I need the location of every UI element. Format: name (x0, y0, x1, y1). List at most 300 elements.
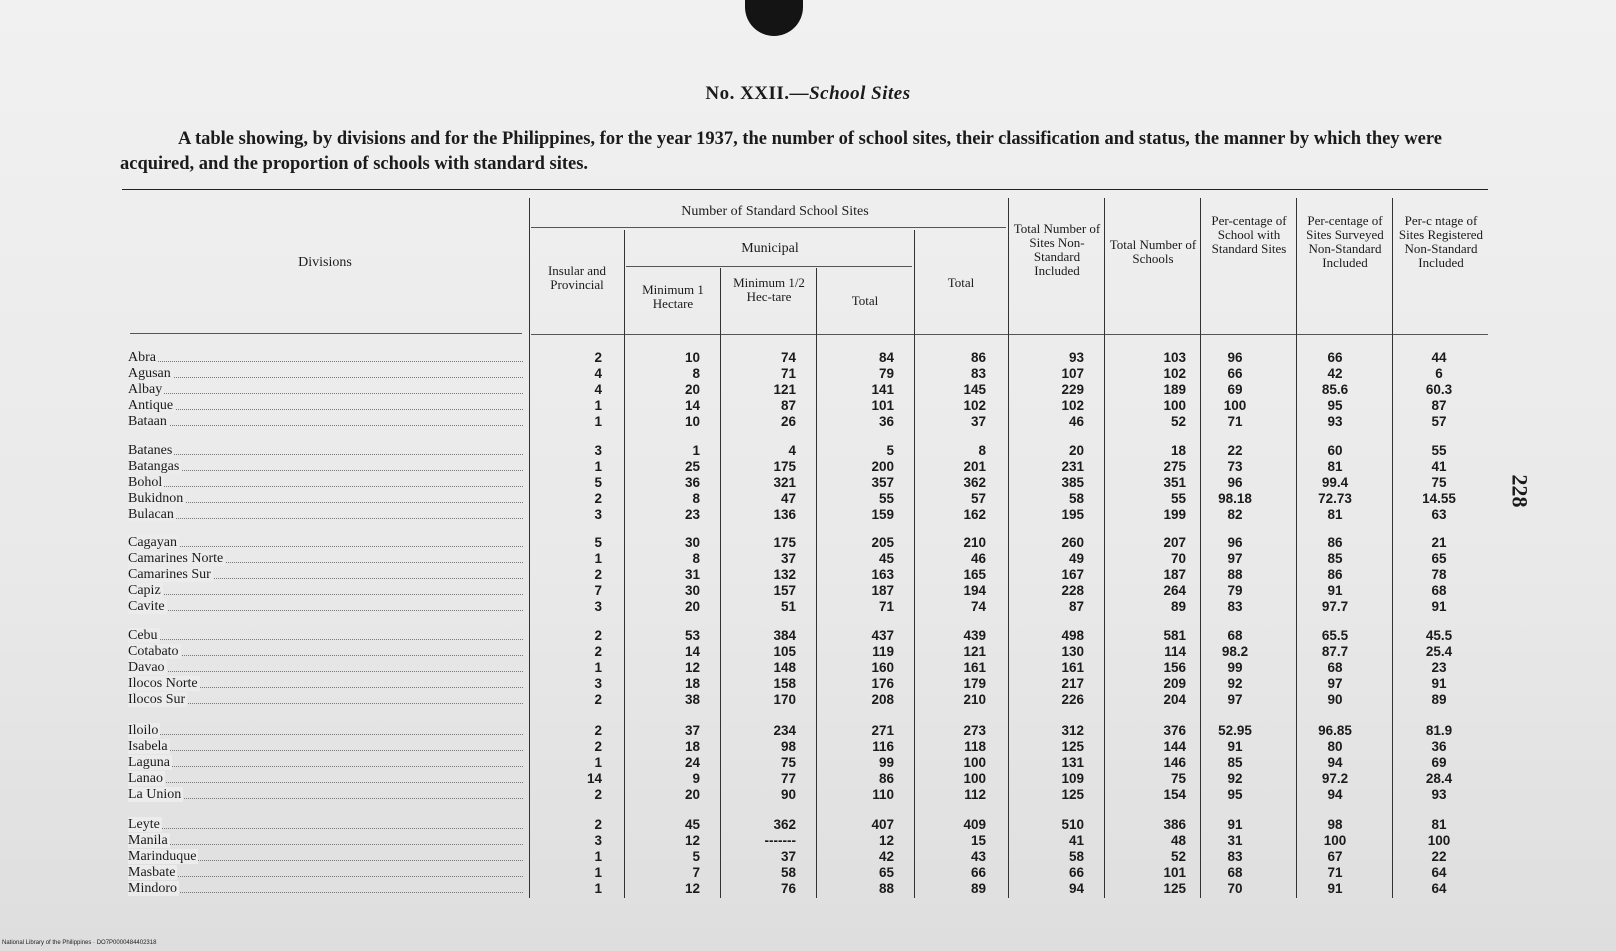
column-pct-standard (1204, 443, 1266, 523)
table-cell: 91 (1327, 583, 1343, 598)
table-cell: 154 (1163, 787, 1186, 802)
table-cell: 42 (1327, 366, 1343, 381)
table-cell: 114 (1164, 644, 1186, 659)
title-prefix: No. XXII.— (705, 83, 810, 104)
table-cell: 72.73 (1318, 491, 1352, 506)
table-row-label (128, 535, 523, 551)
header-standard-group: Number of Standard School Sites (681, 204, 869, 219)
table-cell: 131 (1061, 755, 1084, 770)
table-cell: 48 (1170, 833, 1186, 848)
table-cell: 23 (1431, 660, 1447, 675)
column-min-half (724, 535, 796, 615)
leader-dots (128, 470, 523, 471)
leader-dots (128, 518, 523, 519)
table-cell: 37 (684, 723, 700, 738)
column-pct-standard (1204, 535, 1266, 615)
table-cell: 77 (780, 771, 796, 786)
table-cell: 70 (1227, 881, 1243, 896)
table-cell: 64 (1431, 881, 1447, 896)
table-row-label (128, 739, 523, 755)
leader-dots (128, 750, 523, 751)
table-cell: 5 (594, 535, 602, 550)
leader-dots (128, 876, 523, 877)
table-row-label (128, 583, 523, 599)
table-cell: 141 (871, 382, 894, 397)
table-cell: 207 (1163, 535, 1186, 550)
table-cell: 64 (1431, 865, 1447, 880)
table-cell: 5 (886, 443, 894, 458)
column-schools (1108, 350, 1186, 430)
table-cell: 1 (594, 865, 602, 880)
division-name: Batanes (128, 443, 173, 458)
table-row-label (128, 644, 523, 660)
table-cell: 88 (1227, 567, 1243, 582)
table-cell: 234 (773, 723, 796, 738)
table-cell: 55 (1431, 443, 1447, 458)
table-cell: 1 (594, 660, 602, 675)
table-cell: 199 (1163, 507, 1186, 522)
table-row-label (128, 723, 523, 739)
leader-dots (128, 361, 523, 362)
table-cell: 5 (594, 475, 602, 490)
leader-dots (128, 486, 523, 487)
table-cell: 100 (1163, 398, 1186, 413)
table-cell: 217 (1061, 676, 1084, 691)
column-min1 (628, 723, 700, 803)
municipal-rule (626, 266, 912, 267)
table-cell: 96 (1227, 475, 1243, 490)
column-mun-total (820, 817, 894, 897)
table-top-rule (122, 189, 1488, 190)
table-cell: 14.55 (1422, 491, 1456, 506)
division-name: Cotabato (128, 644, 179, 659)
table-cell: 41 (1068, 833, 1084, 848)
table-cell: 409 (963, 817, 986, 832)
table-cell: 86 (1327, 535, 1343, 550)
table-cell: 98.18 (1218, 491, 1252, 506)
table-cell: 38 (684, 692, 700, 707)
table-cell: 200 (871, 459, 894, 474)
table-cell: 60.3 (1425, 382, 1453, 397)
table-cell: 3 (594, 833, 602, 848)
table-cell: 158 (773, 676, 796, 691)
table-cell: 231 (1061, 459, 1084, 474)
table-row-label (128, 382, 523, 398)
table-cell: 10 (684, 350, 700, 365)
table-cell: 68 (1431, 583, 1447, 598)
table-row-label (128, 771, 523, 787)
division-name: Batangas (128, 459, 180, 474)
column-pct-registered (1396, 535, 1482, 615)
table-cell: 210 (963, 535, 986, 550)
division-name: Bulacan (128, 507, 174, 522)
division-name: Leyte (128, 817, 160, 832)
header-min1: Minimum 1 Hectare (642, 282, 704, 311)
column-total (916, 628, 986, 708)
table-cell: 68 (1227, 628, 1243, 643)
table-cell: 2 (594, 692, 602, 707)
table-cell: 7 (692, 865, 700, 880)
column-pct-surveyed (1300, 443, 1370, 523)
table-cell: 89 (1431, 692, 1447, 707)
table-row-label (128, 398, 523, 414)
table-cell: 70 (1170, 551, 1186, 566)
table-row-label (128, 459, 523, 475)
page-title (0, 83, 1616, 105)
leader-dots (128, 892, 523, 893)
col-divider (1296, 198, 1297, 898)
table-cell: 87 (1068, 599, 1084, 614)
table-cell: 1 (594, 414, 602, 429)
column-min1 (628, 535, 700, 615)
table-cell: 82 (1227, 507, 1243, 522)
table-row-label (128, 491, 523, 507)
table-cell: 162 (963, 507, 986, 522)
table-cell: 376 (1163, 723, 1186, 738)
table-cell: 88 (878, 881, 894, 896)
table-cell: 14 (586, 771, 602, 786)
table-cell: 90 (780, 787, 796, 802)
table-cell: 96.85 (1318, 723, 1352, 738)
table-cell: 45 (878, 551, 894, 566)
division-name: La Union (128, 787, 182, 802)
column-pct-surveyed (1300, 628, 1370, 708)
table-cell: 14 (684, 398, 700, 413)
table-cell: 312 (1061, 723, 1084, 738)
col-divider (816, 268, 817, 898)
table-cell: 30 (684, 535, 700, 550)
leader-dots (128, 502, 523, 503)
table-cell: 52 (1170, 849, 1186, 864)
table-cell: 81 (1327, 459, 1343, 474)
column-min-half (724, 443, 796, 523)
column-mun-total (820, 535, 894, 615)
table-cell: 46 (1068, 414, 1084, 429)
column-min-half (724, 350, 796, 430)
table-cell: 92 (1227, 771, 1243, 786)
column-pct-registered (1396, 723, 1482, 803)
header-schools: Total Number of Schools (1109, 237, 1197, 266)
table-cell: 4 (594, 366, 602, 381)
table-cell: 136 (773, 507, 796, 522)
division-name: Antique (128, 398, 174, 413)
table-cell: 101 (1163, 865, 1186, 880)
header-insular: Insular and Provincial (547, 263, 607, 292)
table-row-label (128, 551, 523, 567)
header-divisions: Divisions (298, 255, 352, 270)
division-name: Lanao (128, 771, 163, 786)
table-cell: 14 (684, 644, 700, 659)
table-cell: 20 (684, 787, 700, 802)
leader-dots (128, 734, 523, 735)
header-nonstandard: Total Number of Sites Non-Standard Included (1013, 221, 1101, 278)
table-row-label (128, 599, 523, 615)
table-cell: 187 (1163, 567, 1186, 582)
table-row-label (128, 692, 523, 708)
table-cell: 116 (872, 739, 894, 754)
division-name: Cavite (128, 599, 165, 614)
table-cell: 31 (684, 567, 700, 582)
table-cell: 8 (692, 491, 700, 506)
column-mun-total (820, 350, 894, 430)
table-cell: 98 (780, 739, 796, 754)
table-cell: 100 (1223, 398, 1247, 413)
table-cell: 86 (1327, 567, 1343, 582)
table-row-label (128, 414, 523, 430)
table-cell: 47 (780, 491, 796, 506)
col-divider (529, 198, 530, 898)
table-cell: 66 (1068, 865, 1084, 880)
table-cell: 175 (773, 535, 796, 550)
table-cell: 25 (684, 459, 700, 474)
table-cell: 46 (970, 551, 986, 566)
table-cell: 18 (684, 739, 700, 754)
table-cell: 109 (1061, 771, 1084, 786)
table-cell: 79 (878, 366, 894, 381)
leader-dots (128, 377, 523, 378)
table-cell: 96 (1227, 535, 1243, 550)
table-cell: 2 (594, 350, 602, 365)
division-name: Isabela (128, 739, 168, 754)
leader-dots (128, 639, 523, 640)
table-cell: 510 (1061, 817, 1084, 832)
header-pct-registered: Per-c ntage of Sites Registered Non-Standard Included (1398, 213, 1484, 270)
table-cell: 24 (684, 755, 700, 770)
table-cell: 91 (1431, 676, 1447, 691)
table-cell: 55 (1170, 491, 1186, 506)
table-cell: 101 (871, 398, 894, 413)
column-insular (532, 350, 602, 430)
table-cell: 18 (684, 676, 700, 691)
table-cell: 80 (1327, 739, 1343, 754)
column-pct-standard (1204, 628, 1266, 708)
table-cell: 100 (963, 755, 986, 770)
table-row-label (128, 660, 523, 676)
table-cell: 12 (684, 660, 700, 675)
table-cell: 3 (594, 599, 602, 614)
table-cell: 89 (1170, 599, 1186, 614)
division-name: Masbate (128, 865, 176, 880)
table-cell: 66 (1227, 366, 1243, 381)
table-cell: 2 (594, 817, 602, 832)
table-cell: 63 (1431, 507, 1447, 522)
column-min-half (724, 817, 796, 897)
table-cell: 71 (1327, 865, 1343, 880)
leader-dots (128, 425, 523, 426)
table-cell: 65 (878, 865, 894, 880)
table-cell: 100 (1323, 833, 1347, 848)
table-cell: 60 (1327, 443, 1343, 458)
column-pct-standard (1204, 817, 1266, 897)
table-cell: 23 (684, 507, 700, 522)
column-insular (532, 817, 602, 897)
divisions-header-rule (130, 333, 522, 334)
table-cell: 148 (773, 660, 796, 675)
table-cell: 210 (963, 692, 986, 707)
table-cell: 2 (594, 628, 602, 643)
leader-dots (128, 766, 523, 767)
leader-dots (128, 393, 523, 394)
table-cell: 498 (1061, 628, 1084, 643)
table-cell: 87 (780, 398, 796, 413)
col-divider (624, 230, 625, 898)
table-cell: 69 (1431, 755, 1447, 770)
table-cell: 5 (692, 849, 700, 864)
table-cell: 66 (1327, 350, 1343, 365)
col-divider (1008, 198, 1009, 898)
table-cell: 189 (1163, 382, 1186, 397)
table-cell: 2 (594, 723, 602, 738)
table-cell: ------- (764, 833, 796, 848)
table-cell: 97 (1227, 551, 1243, 566)
table-cell: 20 (1068, 443, 1084, 458)
column-schools (1108, 628, 1186, 708)
col-divider (1200, 198, 1201, 898)
division-name: Capiz (128, 583, 161, 598)
division-names (128, 723, 523, 803)
table-cell: 67 (1327, 849, 1343, 864)
column-total (916, 817, 986, 897)
table-cell: 98.2 (1221, 644, 1249, 659)
division-names (128, 628, 523, 708)
column-mun-total (820, 628, 894, 708)
table-cell: 22 (1227, 443, 1243, 458)
table-cell: 165 (963, 567, 986, 582)
col-divider (1104, 198, 1105, 898)
division-name: Abra (128, 350, 156, 365)
table-cell: 66 (970, 865, 986, 880)
header-mun-total: Total (851, 293, 879, 308)
table-cell: 163 (871, 567, 894, 582)
table-row-label (128, 366, 523, 382)
table-cell: 58 (1068, 849, 1084, 864)
table-row-label (128, 628, 523, 644)
table-cell: 20 (684, 382, 700, 397)
table-cell: 132 (773, 567, 796, 582)
table-cell: 22 (1431, 849, 1447, 864)
table-cell: 37 (970, 414, 986, 429)
table-cell: 107 (1061, 366, 1084, 381)
table-cell: 36 (684, 475, 700, 490)
column-nonstandard (1012, 535, 1084, 615)
table-cell: 45.5 (1425, 628, 1453, 643)
leader-dots (128, 671, 523, 672)
table-cell: 195 (1061, 507, 1084, 522)
table-cell: 97.2 (1321, 771, 1349, 786)
column-schools (1108, 443, 1186, 523)
table-cell: 78 (1431, 567, 1447, 582)
table-cell: 25.4 (1425, 644, 1453, 659)
table-cell: 121 (773, 382, 796, 397)
table-cell: 85 (1227, 755, 1243, 770)
table-cell: 125 (1061, 787, 1084, 802)
table-cell: 86 (970, 350, 986, 365)
table-cell: 1 (692, 443, 700, 458)
column-mun-total (820, 723, 894, 803)
division-name: Ilocos Sur (128, 692, 186, 707)
table-cell: 42 (878, 849, 894, 864)
column-schools (1108, 535, 1186, 615)
table-row-label (128, 833, 523, 849)
table-cell: 76 (780, 881, 796, 896)
table-cell: 57 (1431, 414, 1447, 429)
table-cell: 45 (684, 817, 700, 832)
column-pct-surveyed (1300, 723, 1370, 803)
table-cell: 1 (594, 551, 602, 566)
table-cell: 159 (871, 507, 894, 522)
table-cell: 65 (1431, 551, 1447, 566)
table-cell: 1 (594, 459, 602, 474)
table-cell: 85 (1327, 551, 1343, 566)
table-cell: 12 (684, 881, 700, 896)
table-cell: 81.9 (1425, 723, 1453, 738)
table-cell: 44 (1431, 350, 1447, 365)
table-cell: 102 (1061, 398, 1084, 413)
column-total (916, 350, 986, 430)
table-cell: 91 (1327, 881, 1343, 896)
column-total (916, 443, 986, 523)
table-cell: 175 (773, 459, 796, 474)
table-row-label (128, 676, 523, 692)
table-cell: 68 (1327, 660, 1343, 675)
column-nonstandard (1012, 723, 1084, 803)
column-total (916, 723, 986, 803)
column-total (916, 535, 986, 615)
table-cell: 161 (963, 660, 986, 675)
table-cell: 84 (878, 350, 894, 365)
table-cell: 112 (964, 787, 986, 802)
table-cell: 119 (872, 644, 894, 659)
division-names (128, 350, 523, 430)
table-cell: 10 (684, 414, 700, 429)
table-cell: 51 (780, 599, 796, 614)
table-cell: 273 (963, 723, 986, 738)
table-cell: 4 (788, 443, 796, 458)
table-cell: 83 (1227, 849, 1243, 864)
table-cell: 18 (1170, 443, 1186, 458)
col-divider (720, 268, 721, 898)
standard-group-rule (531, 227, 1006, 228)
division-name: Albay (128, 382, 163, 397)
table-cell: 97 (1227, 692, 1243, 707)
table-cell: 204 (1163, 692, 1186, 707)
column-mun-total (820, 443, 894, 523)
column-min-half (724, 628, 796, 708)
division-name: Laguna (128, 755, 170, 770)
column-nonstandard (1012, 817, 1084, 897)
table-cell: 36 (878, 414, 894, 429)
table-cell: 351 (1163, 475, 1186, 490)
column-pct-surveyed (1300, 535, 1370, 615)
leader-dots (128, 844, 523, 845)
table-cell: 2 (594, 567, 602, 582)
table-cell: 20 (684, 599, 700, 614)
division-names (128, 535, 523, 615)
table-cell: 7 (594, 583, 602, 598)
table-cell: 21 (1431, 535, 1447, 550)
table-cell: 49 (1068, 551, 1084, 566)
table-cell: 103 (1163, 350, 1186, 365)
table-cell: 2 (594, 787, 602, 802)
table-cell: 68 (1227, 865, 1243, 880)
leader-dots (128, 782, 523, 783)
table-cell: 201 (963, 459, 986, 474)
table-row-label (128, 817, 523, 833)
table-cell: 4 (594, 382, 602, 397)
column-pct-surveyed (1300, 817, 1370, 897)
division-name: Marinduque (128, 849, 197, 864)
division-name: Bohol (128, 475, 163, 490)
